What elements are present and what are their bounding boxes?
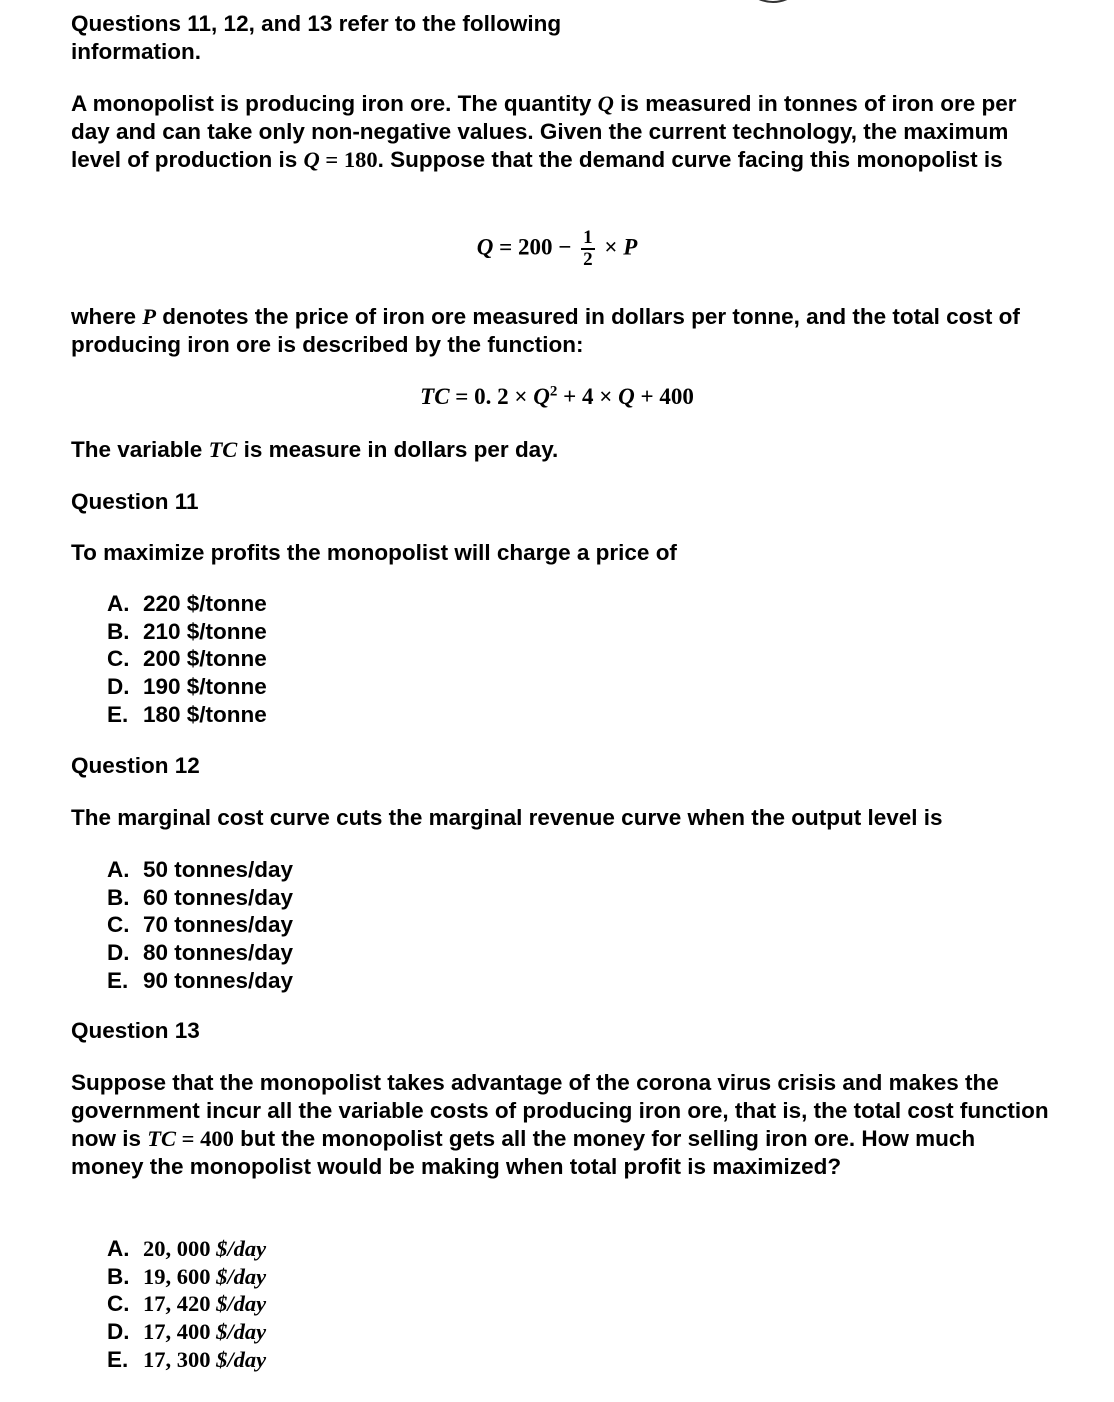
option-a[interactable]: A. 20, 000 $/day <box>107 1236 267 1261</box>
question-12-title: Question 12 <box>71 753 200 778</box>
question-11-prompt: To maximize profits the monopolist will charge a price of <box>71 540 677 565</box>
question-11-options <box>107 590 267 728</box>
option-b[interactable]: B. 19, 600 $/day <box>107 1263 267 1289</box>
option-d[interactable]: D. 17, 400 $/day <box>107 1319 267 1345</box>
question-13-prompt: Suppose that the monopolist takes advantage of the corona virus crisis and makes the government incur all the variable costs of producing iron ore, that is, the total cost function now is TC = 400 but the monopolist gets all the money for selling iron ore. How much money the monopolist would be making when total profit is maximized? <box>71 1070 1049 1179</box>
option-a[interactable]: A. 220 $/tonne <box>107 591 267 616</box>
question-12-prompt: The marginal cost curve cuts the marginal revenue curve when the output level is <box>71 805 943 830</box>
demand-equation: Q = 200 − $\frac{1}{2}$ × P <box>476 227 638 270</box>
question-11-title: Question 11 <box>71 489 199 514</box>
option-e[interactable]: E. 90 tonnes/day <box>107 967 294 993</box>
option-a[interactable]: A. 50 tonnes/day <box>107 857 294 882</box>
option-c[interactable]: C. 17, 420 $/day <box>107 1291 267 1317</box>
question-13-title: Question 13 <box>71 1018 200 1043</box>
cost-equation: TC = 0. $2 \times Q^2 + 4 \times Q + 400$ <box>420 383 694 409</box>
option-b[interactable]: B. 60 tonnes/day <box>107 884 294 910</box>
intro-heading: Questions 11, 12, and 13 refer to the following information. <box>71 11 562 64</box>
price-definition: where P denotes the price of iron ore measured in dollars per tonne, and the total cost of producing iron ore is described by the function: <box>71 304 1020 357</box>
page-corner-mark <box>748 0 798 10</box>
option-c[interactable]: C. 70 tonnes/day <box>107 912 294 938</box>
question-13-options <box>107 1235 266 1373</box>
tc-note: The variable TC is measure in dollars per day. <box>71 437 559 462</box>
option-d[interactable]: D. 80 tonnes/day <box>107 940 294 966</box>
option-b[interactable]: B. 210 $/tonne <box>107 618 267 644</box>
intro-paragraph: A monopolist is producing iron ore. The quantity Q is measured in tonnes of iron ore per day and can take only non-negative values. Given the current technology, the maximum level of production is Q = 180. Suppose that the demand curve facing this monopolist is <box>71 91 1017 172</box>
option-e[interactable]: E. 180 $/tonne <box>107 701 267 727</box>
option-c[interactable]: C. 200 $/tonne <box>107 646 267 672</box>
option-d[interactable]: D. 190 $/tonne <box>107 674 267 700</box>
question-12-options <box>107 856 293 994</box>
option-e[interactable]: E. 17, 300 $/day <box>107 1346 267 1372</box>
